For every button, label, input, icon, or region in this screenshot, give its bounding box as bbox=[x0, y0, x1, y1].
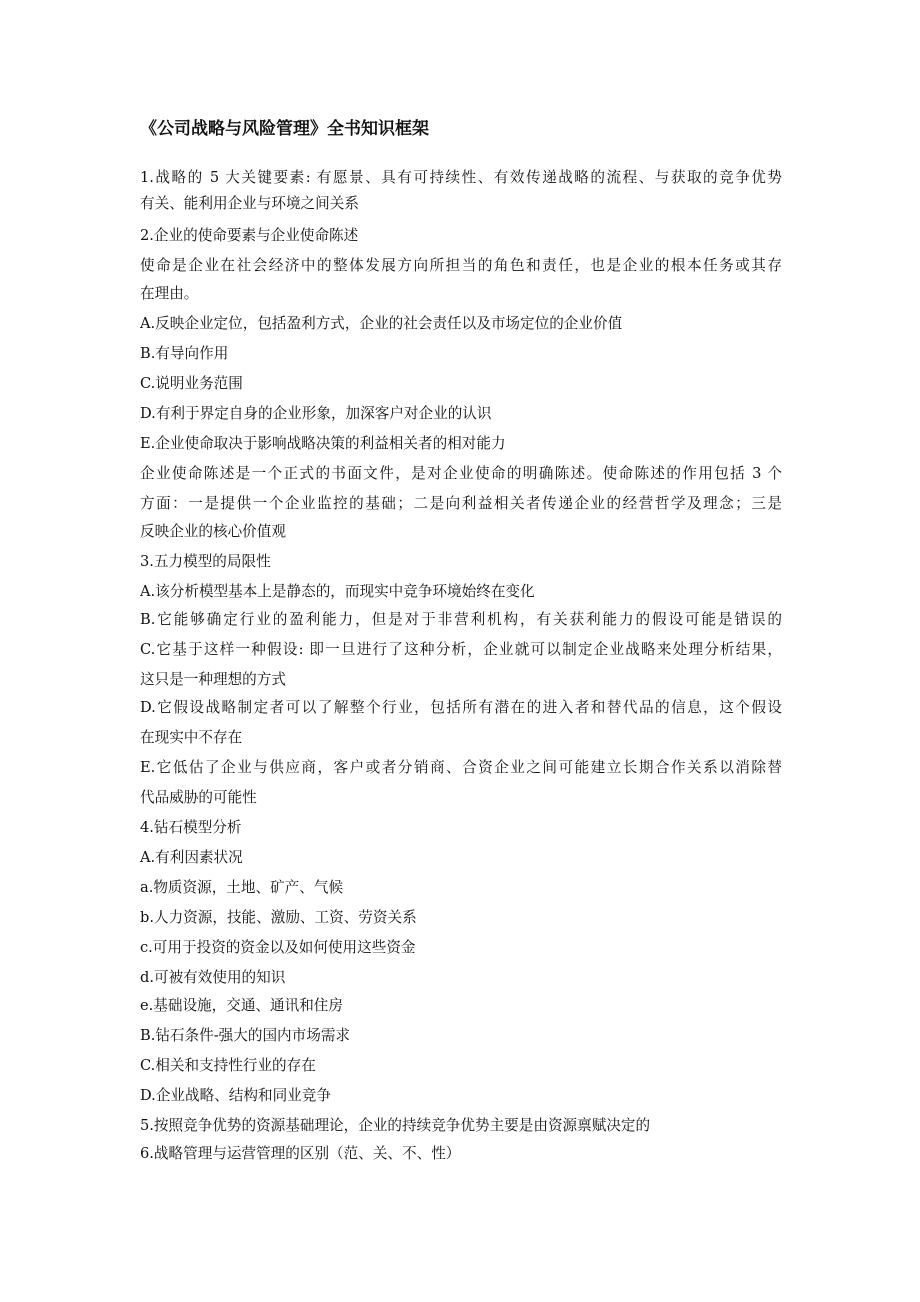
text-line: d.可被有效使用的知识 bbox=[140, 969, 286, 986]
text-line: 1.战略的 5 大关键要素: 有愿景、具有可持续性、有效传递战略的流程、与获取的竞争优势 bbox=[140, 169, 782, 186]
text-line: B.它能够确定行业的盈利能力，但是对于非营利机构，有关获利能力的假设可能是错误的 bbox=[140, 611, 782, 628]
text-line: A.反映企业定位，包括盈利方式，企业的社会责任以及市场定位的企业价值 bbox=[140, 315, 623, 332]
text-line: 这只是一种理想的方式 bbox=[140, 671, 286, 688]
text-line: e.基础设施，交通、通讯和住房 bbox=[140, 997, 343, 1014]
text-line: 代品威胁的可能性 bbox=[140, 789, 257, 806]
text-line: 使命是企业在社会经济中的整体发展方向所担当的角色和责任，也是企业的根本任务或其存 bbox=[140, 257, 782, 274]
text-line: C.相关和支持性行业的存在 bbox=[140, 1057, 316, 1074]
text-line: 在现实中不存在 bbox=[140, 729, 243, 746]
text-line: B.钻石条件-强大的国内市场需求 bbox=[140, 1027, 351, 1044]
text-line: c.可用于投资的资金以及如何使用这些资金 bbox=[140, 939, 416, 956]
text-line: 2.企业的使命要素与企业使命陈述 bbox=[140, 227, 359, 244]
text-line: B.有导向作用 bbox=[140, 345, 229, 362]
text-line: 反映企业的核心价值观 bbox=[140, 523, 286, 540]
text-line: D.企业战略、结构和同业竞争 bbox=[140, 1087, 331, 1104]
text-line: 企业使命陈述是一个正式的书面文件，是对企业使命的明确陈述。使命陈述的作用包括 3 个 bbox=[140, 465, 782, 482]
text-line: 6.战略管理与运营管理的区别（范、关、不、性） bbox=[140, 1145, 461, 1162]
text-line: E.企业使命取决于影响战略决策的利益相关者的相对能力 bbox=[140, 435, 506, 452]
text-line: C.它基于这样一种假设: 即一旦进行了这种分析，企业就可以制定企业战略来处理分析结果， bbox=[140, 641, 782, 658]
text-line: a.物质资源，土地、矿产、气候 bbox=[140, 879, 344, 896]
text-line: b.人力资源，技能、激励、工资、劳资关系 bbox=[140, 909, 417, 926]
text-line: A.有利因素状况 bbox=[140, 849, 243, 866]
text-line: 4.钻石模型分析 bbox=[140, 819, 242, 836]
text-line: 在理由。 bbox=[140, 285, 199, 302]
text-line: D.它假设战略制定者可以了解整个行业，包括所有潜在的进入者和替代品的信息，这个假设 bbox=[140, 699, 782, 716]
text-line: A.该分析模型基本上是静态的，而现实中竞争环境始终在变化 bbox=[140, 583, 535, 600]
text-line: C.说明业务范围 bbox=[140, 375, 243, 392]
text-line: 5.按照竞争优势的资源基础理论，企业的持续竞争优势主要是由资源禀赋决定的 bbox=[140, 1117, 651, 1134]
text-line: D.有利于界定自身的企业形象，加深客户对企业的认识 bbox=[140, 405, 492, 422]
text-line: E.它低估了企业与供应商，客户或者分销商、合资企业之间可能建立长期合作关系以消除替 bbox=[140, 759, 782, 776]
document-title: 《公司战略与风险管理》全书知识框架 bbox=[140, 119, 429, 139]
text-line: 方面：一是提供一个企业监控的基础；二是向利益相关者传递企业的经营哲学及理念；三是 bbox=[140, 495, 782, 512]
text-line: 3.五力模型的局限性 bbox=[140, 553, 271, 570]
text-line: 有关、能利用企业与环境之间关系 bbox=[140, 195, 359, 212]
